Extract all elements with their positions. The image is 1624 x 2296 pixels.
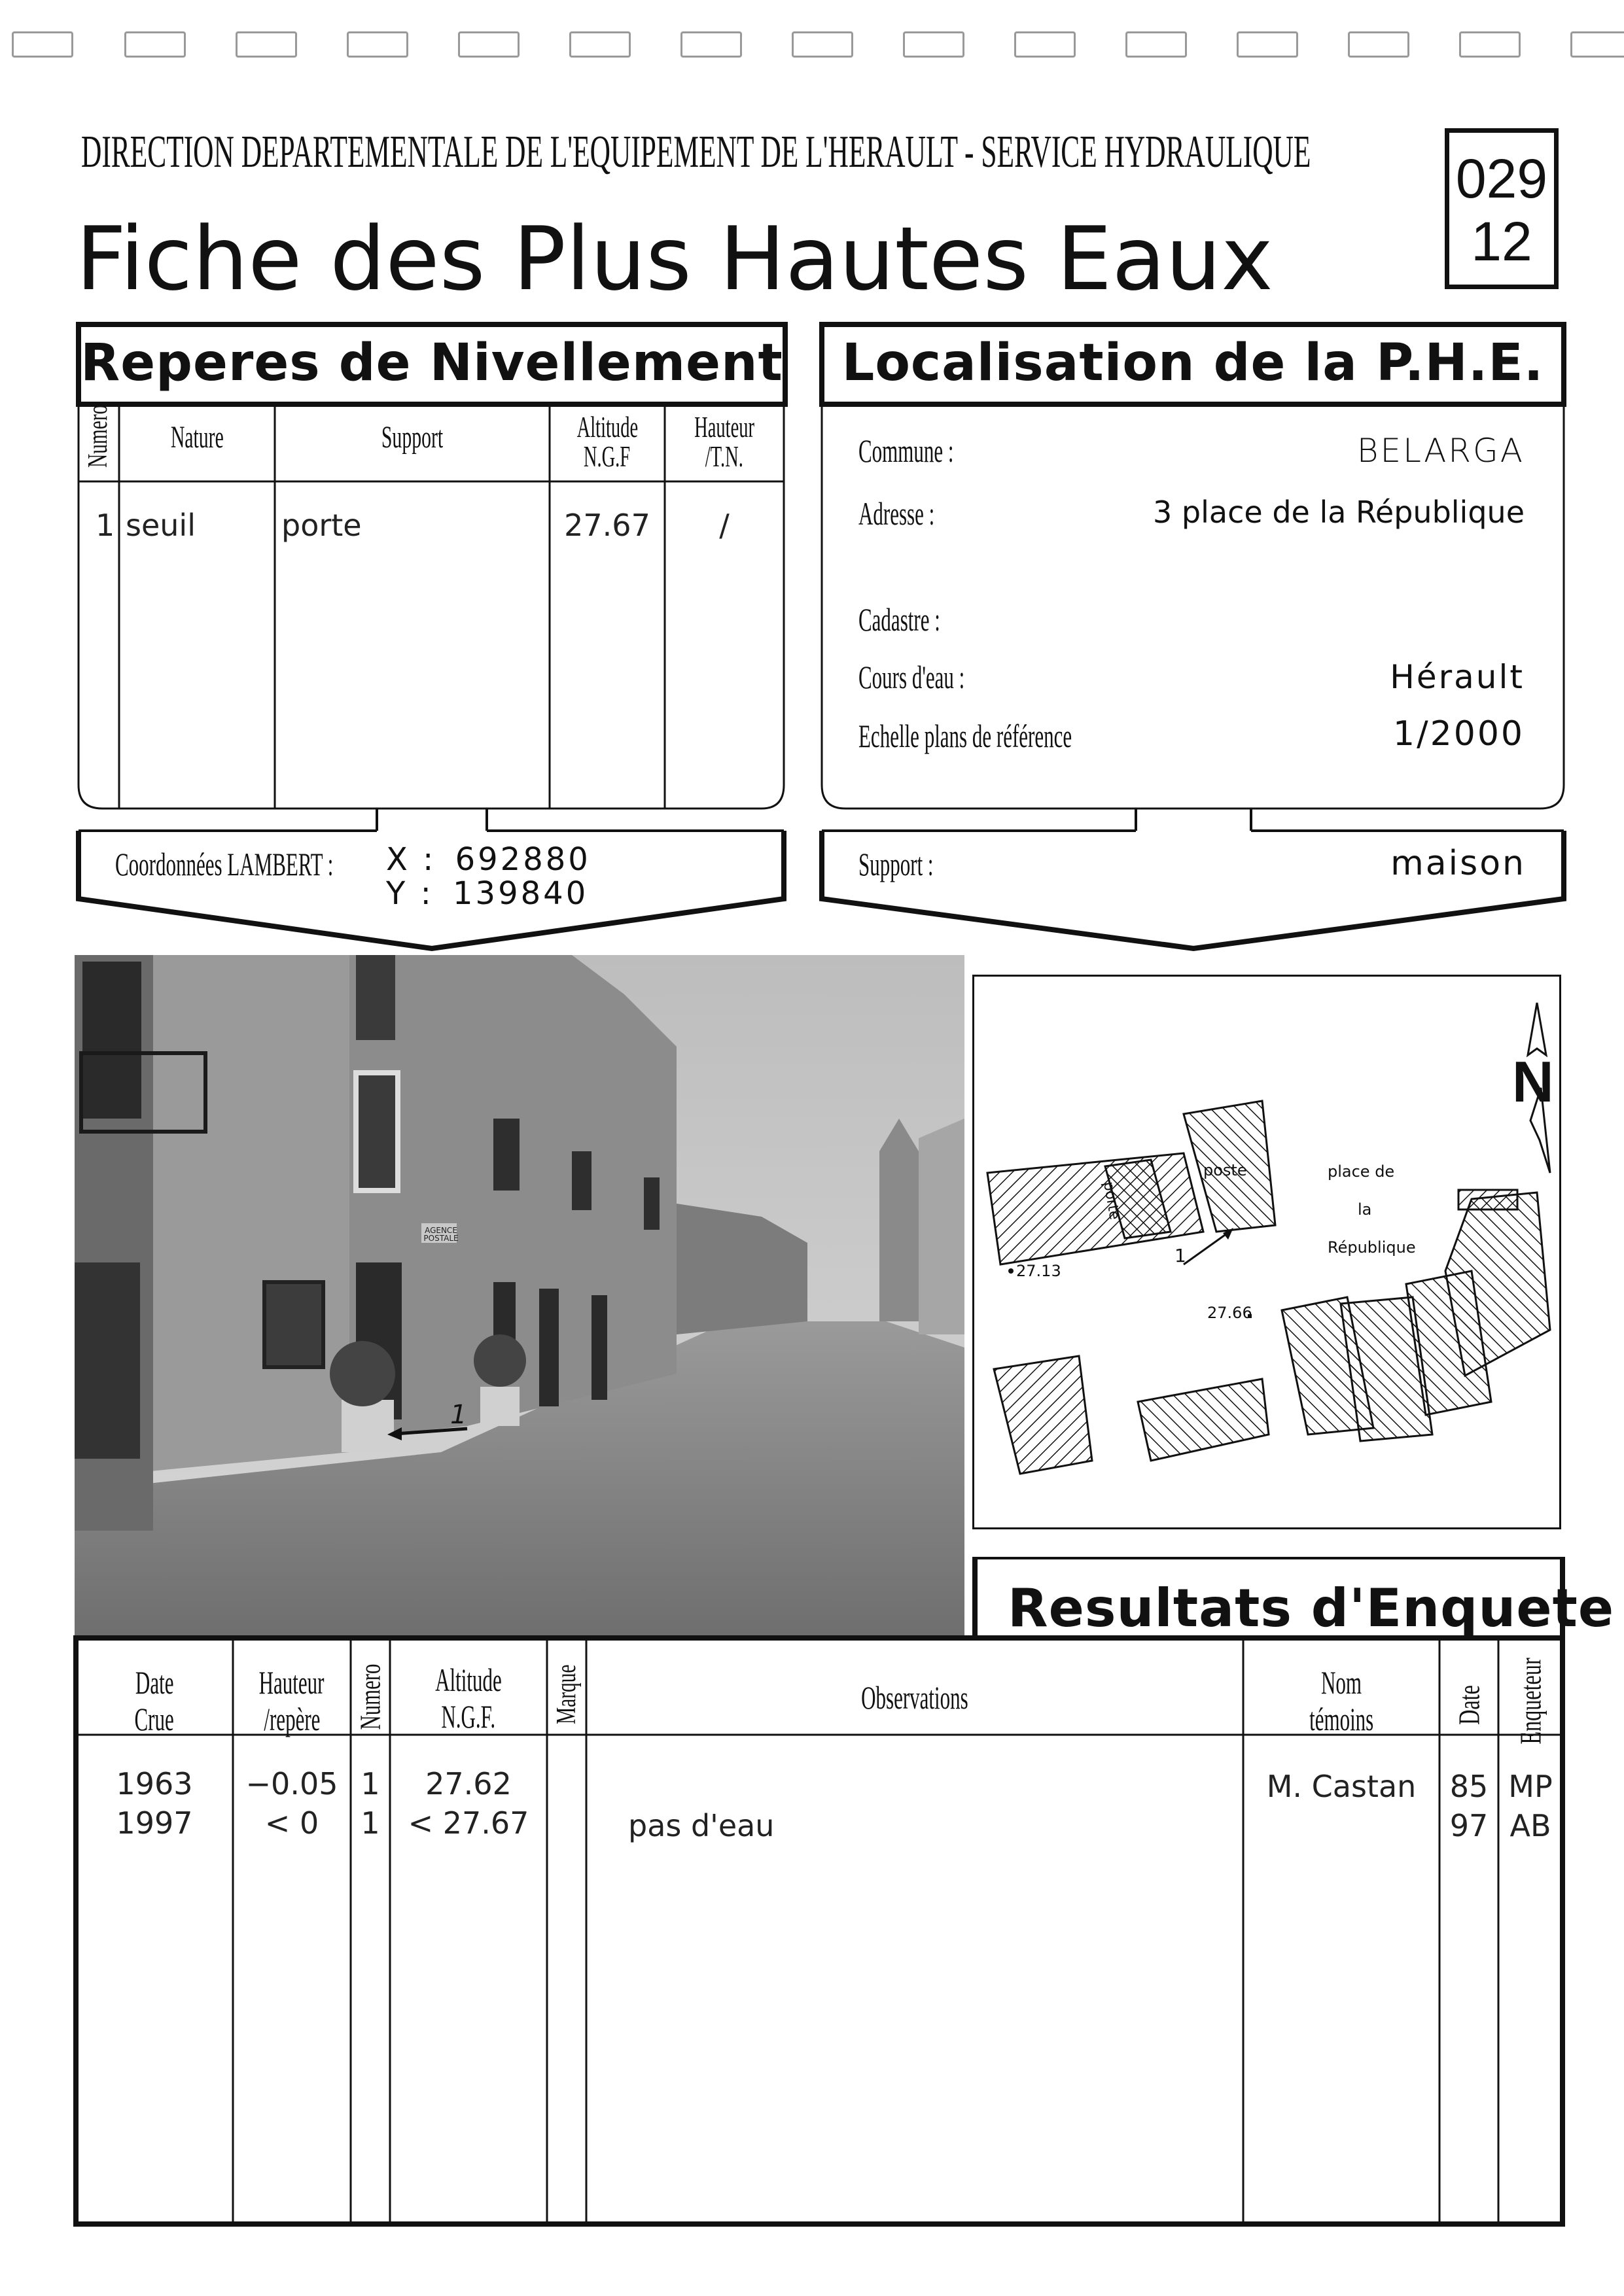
res-col-hauteur: Hauteur /repère <box>259 1664 325 1737</box>
map-spot-2: 27.66 <box>1207 1304 1252 1322</box>
support-value: maison <box>1390 844 1526 883</box>
adresse-label: Adresse : <box>858 495 935 532</box>
lambert-x-value: 692880 <box>455 841 591 878</box>
site-photo-image <box>75 955 964 1639</box>
res-row-hauteur: < 0 <box>264 1805 319 1841</box>
lambert-y-value: 139840 <box>453 875 589 912</box>
res-col-date: Date <box>1452 1685 1486 1725</box>
commune-label: Commune : <box>858 432 954 469</box>
cours-eau-value: Hérault <box>1390 658 1525 696</box>
reperes-col-numero: Numero <box>83 404 113 468</box>
commune-value: BELARGA <box>1356 432 1525 470</box>
map-north: N <box>1512 1049 1554 1114</box>
map-label-poste: poste <box>1203 1161 1247 1179</box>
adresse-value: 3 place de la République <box>1153 495 1525 530</box>
res-col-nom: Nom témoins <box>1309 1664 1374 1737</box>
fiche-number: 029 <box>1455 148 1548 209</box>
res-row-nom: M. Castan <box>1266 1769 1417 1804</box>
map-label-place-1: place de <box>1328 1162 1395 1181</box>
res-row-date: 97 <box>1449 1808 1489 1843</box>
res-col-altitude: Altitude N.G.F. <box>435 1661 502 1735</box>
map-label-place-3: République <box>1328 1238 1416 1257</box>
map-label-place-2: la <box>1358 1200 1372 1219</box>
location-map <box>972 975 1561 1529</box>
map-label-porte: porte <box>1099 1180 1123 1221</box>
res-row-numero: 1 <box>361 1805 380 1841</box>
res-col-numero: Numero <box>354 1663 387 1730</box>
fiche-sub: 12 <box>1471 211 1532 272</box>
reperes-row-support: porte <box>281 508 362 543</box>
reperes-frame <box>0 0 1624 981</box>
res-row-numero: 1 <box>361 1766 380 1801</box>
cours-eau-label: Cours d'eau : <box>858 659 965 695</box>
lambert-y <box>386 875 588 912</box>
lambert-y-label: Y : <box>386 875 434 912</box>
res-row-date-crue: 1997 <box>116 1805 193 1841</box>
location-map-drawing <box>974 977 1559 1527</box>
localisation-title: Localisation de la P.H.E. <box>841 334 1544 392</box>
res-row-hauteur: −0.05 <box>245 1766 338 1801</box>
photo-sign: AGENCE POSTALE <box>423 1226 459 1243</box>
reperes-row-altitude: 27.67 <box>564 508 650 543</box>
reperes-col-nature: Nature <box>170 420 224 455</box>
reperes-row-numero: 1 <box>96 508 115 543</box>
map-spot-1: 27.13 <box>1016 1262 1061 1280</box>
res-row-enqueteur: AB <box>1509 1808 1551 1843</box>
reperes-title: Reperes de Nivellement <box>80 334 783 392</box>
page-title: Fiche des Plus Hautes Eaux <box>76 208 1273 310</box>
res-row-observations: pas d'eau <box>628 1808 775 1843</box>
res-row-date-crue: 1963 <box>116 1766 193 1801</box>
site-photo <box>75 955 964 1639</box>
res-col-marque: Marque <box>552 1664 582 1724</box>
res-col-enqueteur: Enqueteur <box>1513 1658 1547 1745</box>
reperes-col-hauteur: Hauteur /T.N. <box>694 410 754 473</box>
direction-text: DIRECTION DEPARTEMENTALE DE L'EQUIPEMENT DE L'HERAULT - SERVICE HYDRAULIQUE <box>81 127 1311 177</box>
support-label: Support : <box>858 846 934 882</box>
lambert-label: Coordonnées LAMBERT : <box>115 846 334 882</box>
reperes-row-hauteur: / <box>719 508 730 543</box>
reperes-col-altitude: Altitude N.G.F <box>576 410 638 473</box>
resultats-title: Resultats d'Enquete <box>1008 1578 1615 1639</box>
reperes-row-nature: seuil <box>126 508 196 543</box>
map-marker: 1 <box>1174 1245 1186 1266</box>
res-row-altitude: < 27.67 <box>408 1805 529 1841</box>
lambert-x-label: X : <box>386 841 436 878</box>
res-row-enqueteur: MP <box>1508 1769 1553 1804</box>
lambert-x <box>386 841 591 878</box>
reperes-col-support: Support <box>381 420 444 455</box>
photo-marker: 1 <box>450 1400 467 1430</box>
echelle-value: 1/2000 <box>1393 714 1525 754</box>
res-row-altitude: 27.62 <box>425 1766 512 1801</box>
res-row-date: 85 <box>1449 1769 1489 1804</box>
res-col-date-crue: Date Crue <box>134 1664 175 1737</box>
res-col-observations: Observations <box>861 1679 968 1716</box>
cadastre-label: Cadastre : <box>858 601 940 638</box>
echelle-label: Echelle plans de référence <box>858 718 1072 754</box>
